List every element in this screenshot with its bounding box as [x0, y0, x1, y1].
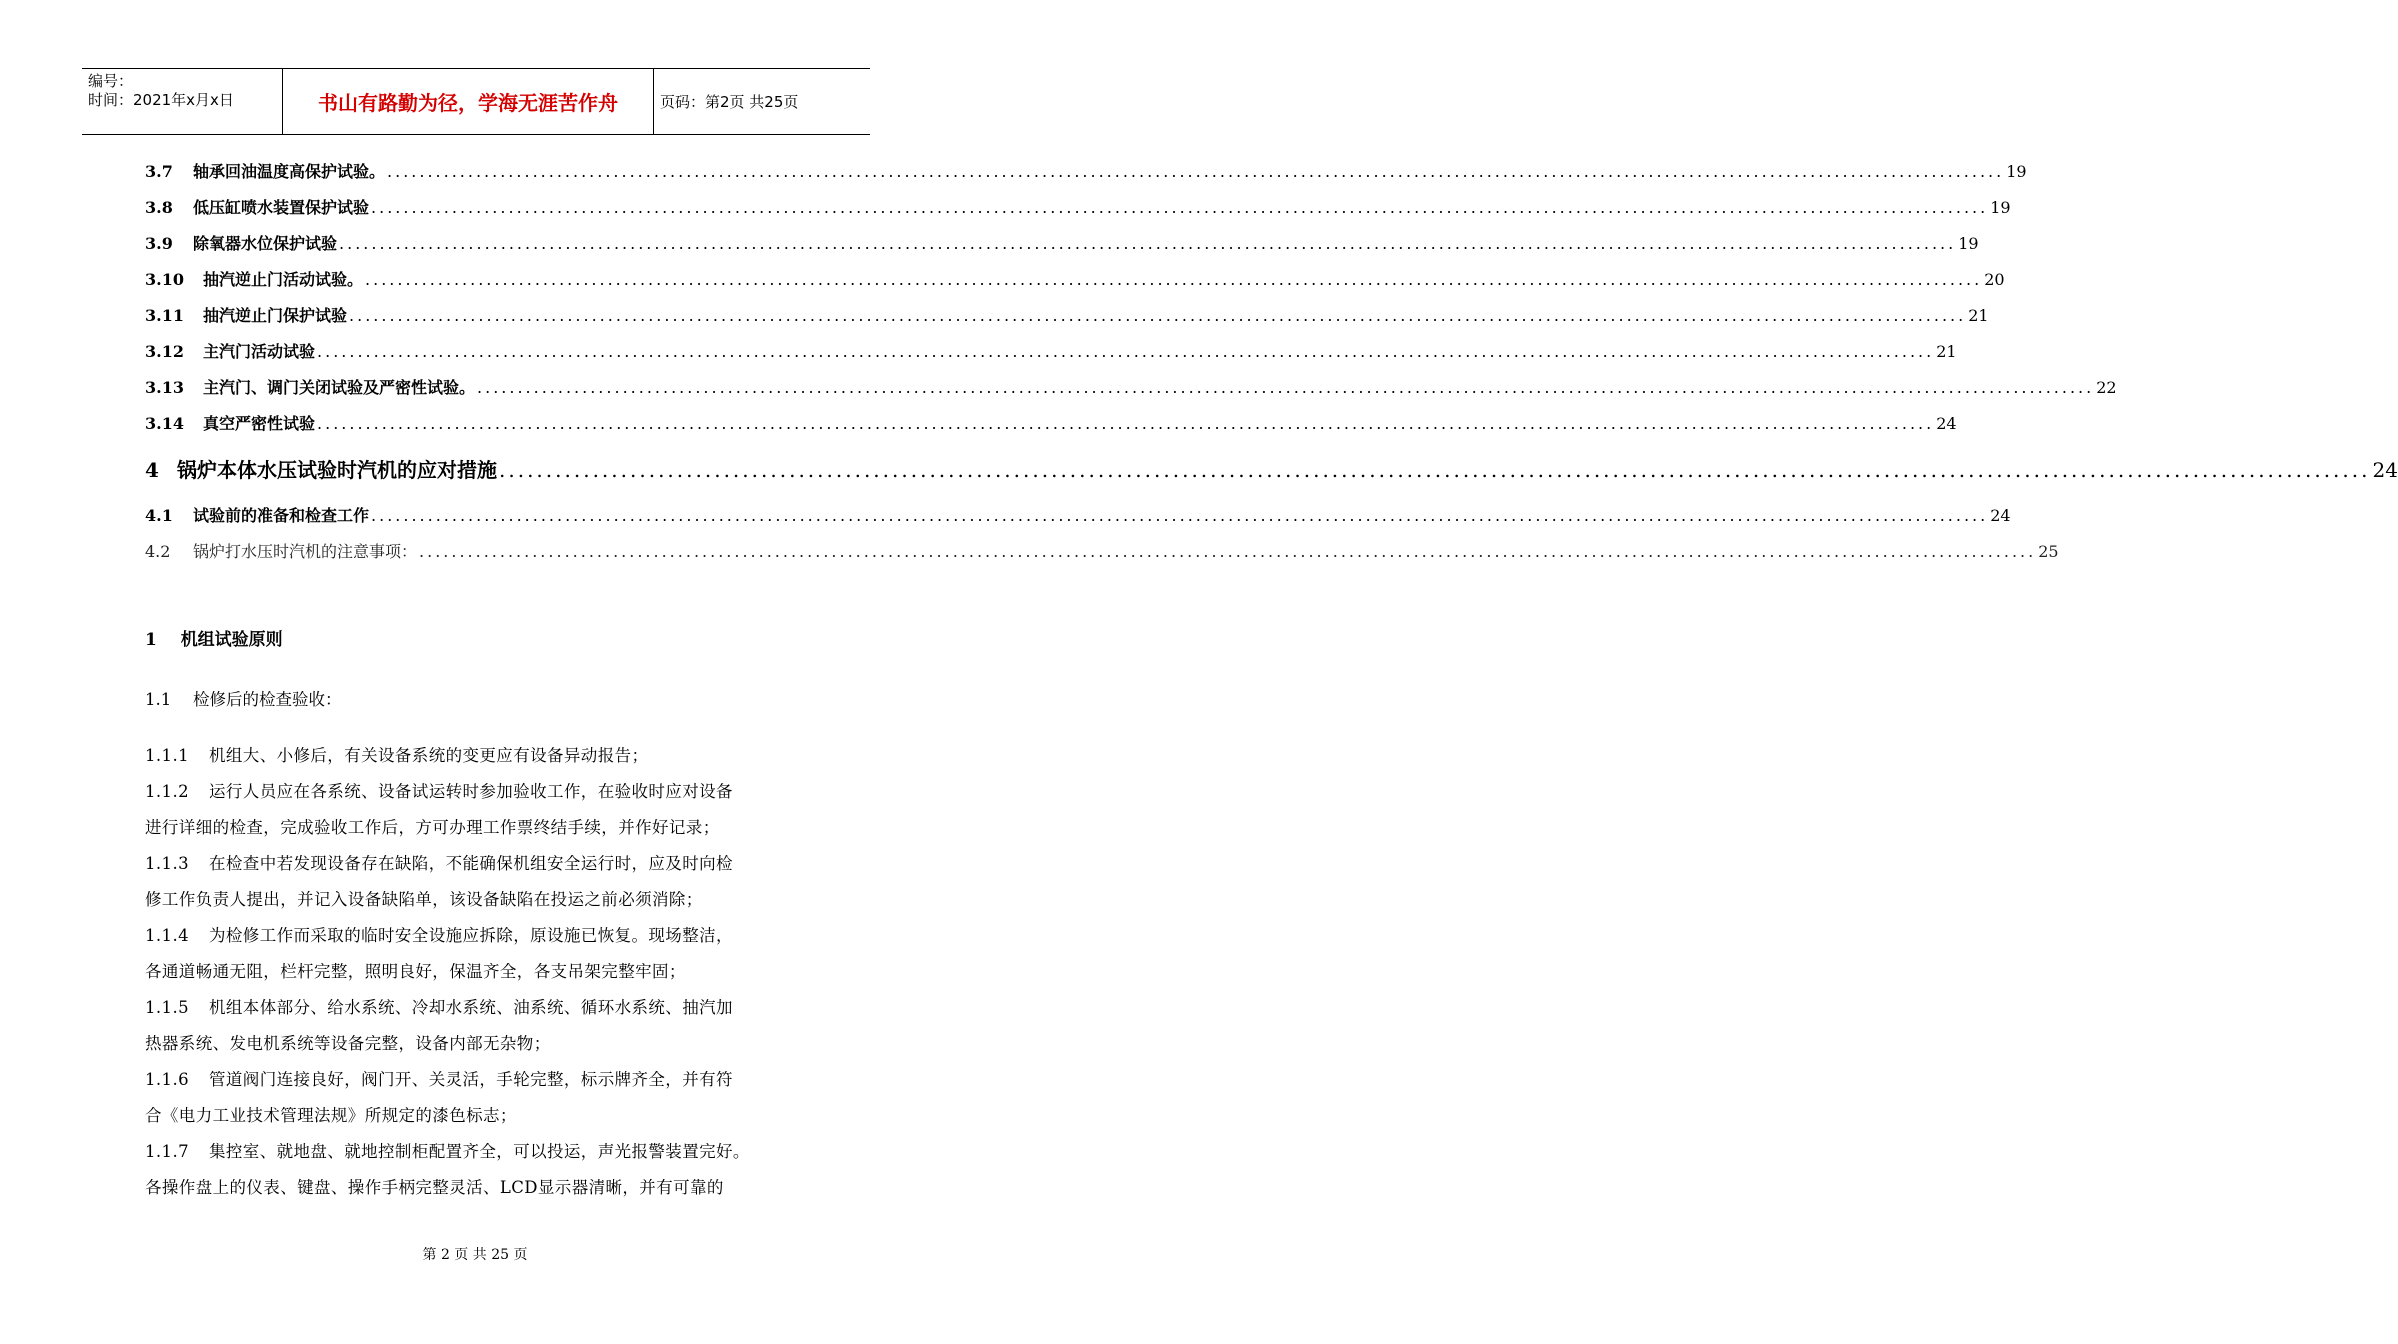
toc-entry-page: 21 — [1968, 306, 1989, 325]
toc-entry-title: 低压缸喷水装置保护试验 — [193, 198, 370, 217]
paragraph-text: 机组大、小修后，有关设备系统的变更应有设备异动报告； — [209, 746, 649, 765]
toc-entry-title: 试验前的准备和检查工作 — [193, 506, 370, 525]
toc-entry-number: 4 — [145, 458, 159, 482]
toc-entry-title: 主汽门活动试验 — [203, 342, 316, 361]
paragraph-text: 管道阀门连接良好，阀门开、关灵活，手轮完整，标示牌齐全，并有符 — [209, 1070, 733, 1089]
toc-entry-number: 3.13 — [145, 378, 184, 397]
paragraph-number: 1.1.6 — [145, 1070, 189, 1089]
toc-entry[interactable] — [145, 498, 2011, 534]
toc-leader-dots: ........................................................................................................................................................................................................ — [371, 198, 1989, 217]
section-title: 机组试验原则 — [180, 630, 283, 650]
paragraph-line — [145, 990, 825, 1026]
numbered-paragraph — [145, 990, 825, 1062]
toc-leader-dots: ........................................................................................................................................................................................................ — [317, 342, 1935, 361]
paragraph-line — [145, 774, 825, 810]
paragraph-text: 各通道畅通无阻，栏杆完整，照明良好，保温齐全，各支吊架完整牢固； — [145, 962, 686, 981]
toc-leader-dots: ........................................................................................................................................................................................................ — [499, 458, 2371, 482]
paragraph-line — [145, 1170, 825, 1206]
body-paragraphs — [145, 738, 825, 1206]
paragraph-text: 为检修工作而采取的临时安全设施应拆除，原设施已恢复。现场整洁， — [209, 926, 733, 945]
toc-entry-number: 3.14 — [145, 414, 184, 433]
toc-leader-dots: ........................................................................................................................................................................................................ — [477, 378, 2095, 397]
header-meta — [82, 69, 282, 134]
toc-entry-page: 24 — [2372, 458, 2398, 482]
toc-entry[interactable] — [145, 262, 2005, 298]
paragraph-line — [145, 954, 825, 990]
subsection-title: 检修后的检查验收： — [193, 690, 342, 709]
toc-entry-page: 21 — [1936, 342, 1957, 361]
paragraph-line — [145, 846, 825, 882]
toc-entry[interactable] — [145, 190, 2011, 226]
paragraph-number: 1.1.7 — [145, 1142, 189, 1161]
toc-leader-dots: ........................................................................................................................................................................................................ — [339, 234, 1957, 253]
toc-entry-title: 除氧器水位保护试验 — [193, 234, 338, 253]
toc-entry-title: 锅炉本体水压试验时汽机的应对措施 — [177, 458, 497, 482]
toc-entry[interactable] — [145, 370, 2117, 406]
paragraph-text: 热器系统、发电机系统等设备完整，设备内部无杂物； — [145, 1034, 551, 1053]
paragraph-line — [145, 1062, 825, 1098]
paragraph-text: 各操作盘上的仪表、键盘、操作手柄完整灵活、LCD显示器清晰，并有可靠的 — [145, 1178, 724, 1197]
numbered-paragraph — [145, 846, 825, 918]
page-header — [82, 68, 870, 135]
paragraph-number: 1.1.2 — [145, 782, 189, 801]
paragraph-text: 运行人员应在各系统、设备试运转时参加验收工作，在验收时应对设备 — [209, 782, 733, 801]
toc-entry-page: 22 — [2096, 378, 2117, 397]
toc-entry-page: 20 — [1984, 270, 2005, 289]
paragraph-text: 进行详细的检查，完成验收工作后，方可办理工作票终结手续，并作好记录； — [145, 818, 720, 837]
paragraph-number: 1.1.1 — [145, 746, 189, 765]
toc-leader-dots: ........................................................................................................................................................................................................ — [371, 506, 1989, 525]
paragraph-line — [145, 810, 825, 846]
toc-entry-number: 3.9 — [145, 234, 173, 253]
numbered-paragraph — [145, 774, 825, 846]
toc-entry-number: 3.8 — [145, 198, 173, 217]
toc-leader-dots: ........................................................................................................................................................................................................ — [387, 162, 2005, 181]
toc-entry[interactable] — [145, 154, 2027, 190]
toc-entry-title: 轴承回油温度高保护试验。 — [193, 162, 386, 181]
paragraph-line — [145, 1026, 825, 1062]
toc-leader-dots: ........................................................................................................................................................................................................ — [419, 542, 2037, 561]
header-motto: 书山有路勤为径，学海无涯苦作舟 — [282, 69, 654, 134]
toc-entry[interactable] — [145, 406, 1957, 442]
toc-entry-page: 19 — [1990, 198, 2011, 217]
paragraph-text: 合《电力工业技术管理法规》所规定的漆色标志； — [145, 1106, 517, 1125]
toc-entry-page: 19 — [2006, 162, 2027, 181]
toc-entry-title: 主汽门、调门关闭试验及严密性试验。 — [203, 378, 476, 397]
toc-entry-page: 25 — [2038, 542, 2059, 561]
toc-entry-title: 抽汽逆止门保护试验 — [203, 306, 348, 325]
paragraph-text: 机组本体部分、给水系统、冷却水系统、油系统、循环水系统、抽汽加 — [209, 998, 733, 1017]
paragraph-line — [145, 1098, 825, 1134]
paragraph-line — [145, 738, 825, 774]
paragraph-number: 1.1.4 — [145, 926, 189, 945]
toc-entry[interactable] — [145, 298, 1989, 334]
numbered-paragraph — [145, 1062, 825, 1134]
section-heading — [145, 620, 825, 660]
paragraph-text: 修工作负责人提出，并记入设备缺陷单，该设备缺陷在投运之前必须消除； — [145, 890, 703, 909]
section-number: 1 — [145, 630, 157, 650]
toc-leader-dots: ........................................................................................................................................................................................................ — [349, 306, 1967, 325]
toc-entry[interactable] — [145, 334, 1957, 370]
document-date-label: 时间：2021年x月x日 — [88, 91, 234, 109]
page-footer: 第 2 页 共 25 页 — [422, 1247, 528, 1263]
toc-entry-number: 4.2 — [145, 542, 171, 561]
paragraph-line — [145, 918, 825, 954]
paragraph-text: 在检查中若发现设备存在缺陷，不能确保机组安全运行时，应及时向检 — [209, 854, 733, 873]
toc-entry-title: 锅炉打水压时汽机的注意事项： — [193, 542, 418, 561]
paragraph-text: 集控室、就地盘、就地控制柜配置齐全，可以投运，声光报警装置完好。 — [209, 1142, 750, 1161]
toc-entry[interactable] — [145, 442, 2398, 498]
toc-entry-page: 24 — [1936, 414, 1957, 433]
numbered-paragraph — [145, 1134, 825, 1206]
toc-entry-title: 抽汽逆止门活动试验。 — [203, 270, 364, 289]
toc-entry[interactable] — [145, 534, 2059, 570]
toc-entry-number: 3.7 — [145, 162, 173, 181]
toc-entry[interactable] — [145, 226, 1979, 262]
subsection-number: 1.1 — [145, 690, 172, 709]
toc-entry-title: 真空严密性试验 — [203, 414, 316, 433]
toc-leader-dots: ........................................................................................................................................................................................................ — [365, 270, 1983, 289]
numbered-paragraph — [145, 918, 825, 990]
toc-leader-dots: ........................................................................................................................................................................................................ — [317, 414, 1935, 433]
toc-entry-number: 3.11 — [145, 306, 184, 325]
paragraph-line — [145, 1134, 825, 1170]
paragraph-number: 1.1.5 — [145, 998, 189, 1017]
paragraph-line — [145, 882, 825, 918]
header-page-label: 页码：第2页 共25页 — [660, 93, 799, 111]
table-of-contents — [145, 154, 2398, 570]
toc-entry-page: 24 — [1990, 506, 2011, 525]
paragraph-number: 1.1.3 — [145, 854, 189, 873]
toc-entry-page: 19 — [1958, 234, 1979, 253]
document-code-label: 编号： — [88, 72, 134, 90]
numbered-paragraph — [145, 738, 825, 774]
toc-entry-number: 3.12 — [145, 342, 184, 361]
toc-entry-number: 3.10 — [145, 270, 184, 289]
subsection-heading — [145, 680, 825, 720]
toc-entry-number: 4.1 — [145, 506, 173, 525]
